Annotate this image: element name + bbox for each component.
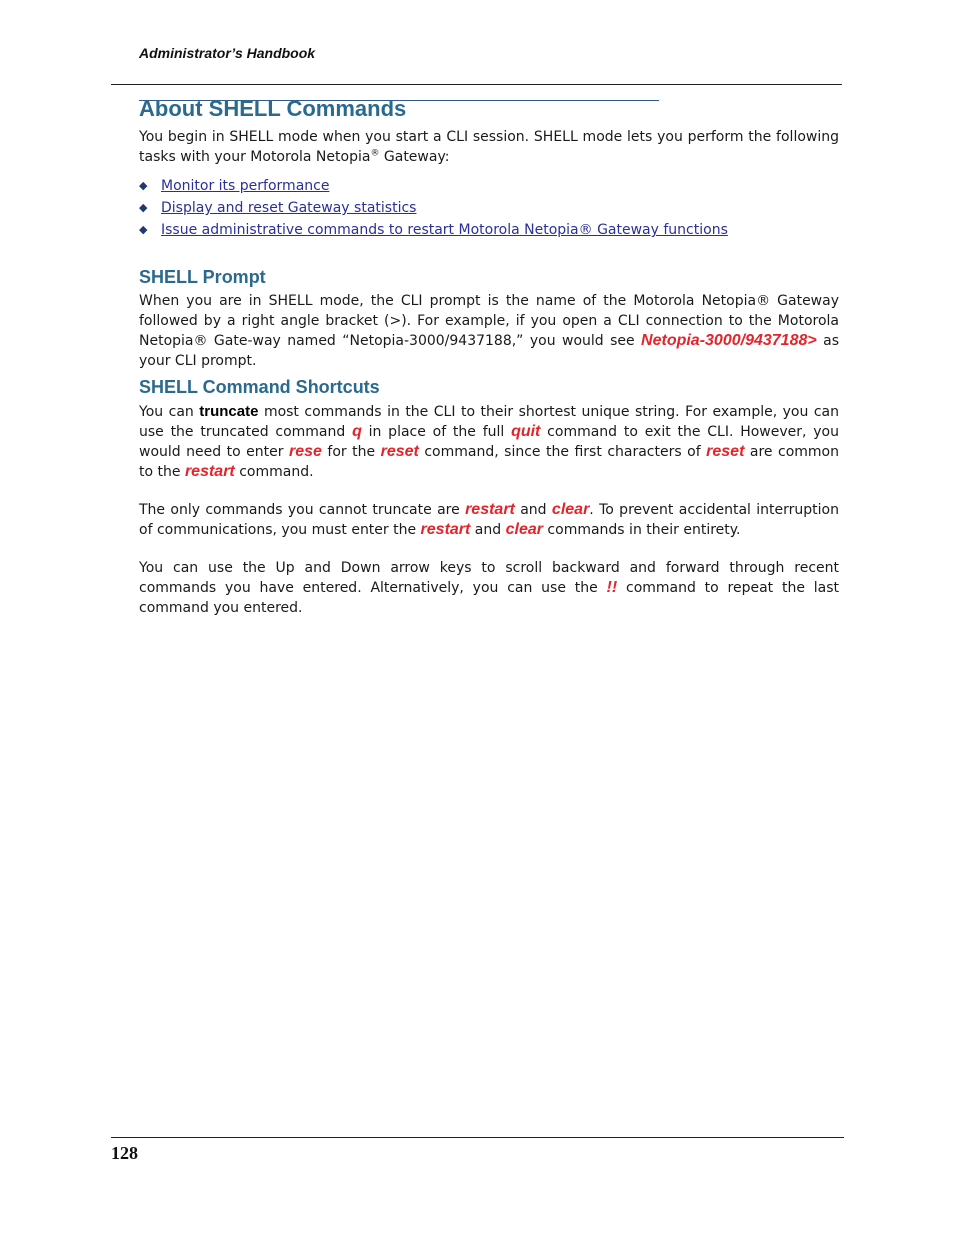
- text: command.: [234, 464, 314, 480]
- shortcuts-paragraph-3: [139, 558, 839, 618]
- cmd-quit: quit: [511, 423, 541, 440]
- text: and: [514, 502, 552, 518]
- text: most commands in the CLI to their shortest unique string. For example, you can use the truncated command: [139, 404, 840, 440]
- cmd-q: q: [352, 423, 362, 440]
- list-item: [139, 198, 728, 220]
- cmd-restart: restart: [184, 463, 235, 480]
- text: and: [470, 522, 506, 538]
- header-rule: [111, 84, 842, 85]
- truncate-term: truncate: [199, 403, 259, 420]
- text: are common to the: [139, 444, 839, 480]
- text: . To prevent accidental interruption of communications, you must enter the: [139, 502, 839, 538]
- intro-paragraph: [139, 127, 839, 167]
- text: commands in their entirety.: [542, 522, 741, 538]
- link-monitor-performance[interactable]: Monitor its performance: [161, 178, 330, 194]
- shell-prompt-paragraph: [139, 291, 839, 371]
- shortcuts-paragraph-1: [139, 402, 839, 482]
- cmd-reset: reset: [380, 443, 419, 460]
- cmd-rese: rese: [289, 443, 322, 460]
- diamond-bullet-icon: ◆: [139, 223, 148, 236]
- text: in place of the full: [361, 424, 512, 440]
- list-item: [139, 176, 728, 198]
- text: for the: [321, 444, 381, 460]
- text: You can use the Up and Down arrow keys to scroll backward and forward through recent commands you have entered. Alternatively, you can use the: [139, 560, 839, 596]
- text: You can: [139, 404, 200, 420]
- cmd-clear: clear: [505, 521, 543, 538]
- running-header: Administrator’s Handbook: [139, 45, 316, 61]
- cmd-restart: restart: [465, 501, 515, 518]
- intro-text-end: Gateway:: [379, 149, 450, 165]
- page-number: 128: [111, 1143, 138, 1163]
- shortcuts-paragraph-2: [139, 500, 839, 540]
- link-display-reset-statistics[interactable]: Display and reset Gateway statistics: [161, 200, 417, 216]
- cmd-bang-bang: !!: [606, 579, 618, 596]
- text: command to repeat the last command you entered.: [139, 580, 839, 616]
- task-list: [139, 176, 728, 242]
- intro-text: You begin in SHELL mode when you start a CLI session. SHELL mode lets you perform the following tasks with your Motorola Netopia: [139, 129, 839, 165]
- shell-prompt-text: When you are in SHELL mode, the CLI prompt is the name of the Motorola Netopia® Gateway followed by a right angle bracket (>). For example, if you open a CLI connection to the Motorola Netopia® Gate-way named “Netopia-3000/9437188,” you would see: [139, 293, 839, 349]
- page-title: About SHELL Commands: [139, 96, 407, 121]
- shell-prompt-text-end: as your CLI prompt.: [139, 333, 839, 369]
- list-item: [139, 220, 728, 242]
- diamond-bullet-icon: ◆: [139, 179, 148, 192]
- shortcuts-heading: SHELL Command Shortcuts: [139, 377, 380, 397]
- footer-rule: [111, 1137, 844, 1138]
- text: command to exit the CLI. However, you would need to enter: [139, 424, 839, 460]
- prompt-example: Netopia-3000/9437188>: [641, 332, 817, 349]
- text: command, since the first characters of: [418, 444, 707, 460]
- shell-prompt-heading: SHELL Prompt: [139, 267, 266, 287]
- text: The only commands you cannot truncate are: [139, 502, 466, 518]
- cmd-clear: clear: [551, 501, 590, 518]
- cmd-restart: restart: [420, 521, 471, 538]
- registered-mark: ®: [370, 148, 380, 159]
- cmd-reset: reset: [706, 443, 745, 460]
- diamond-bullet-icon: ◆: [139, 201, 148, 214]
- link-issue-admin-commands[interactable]: Issue administrative commands to restart Motorola Netopia® Gateway functions: [161, 222, 728, 238]
